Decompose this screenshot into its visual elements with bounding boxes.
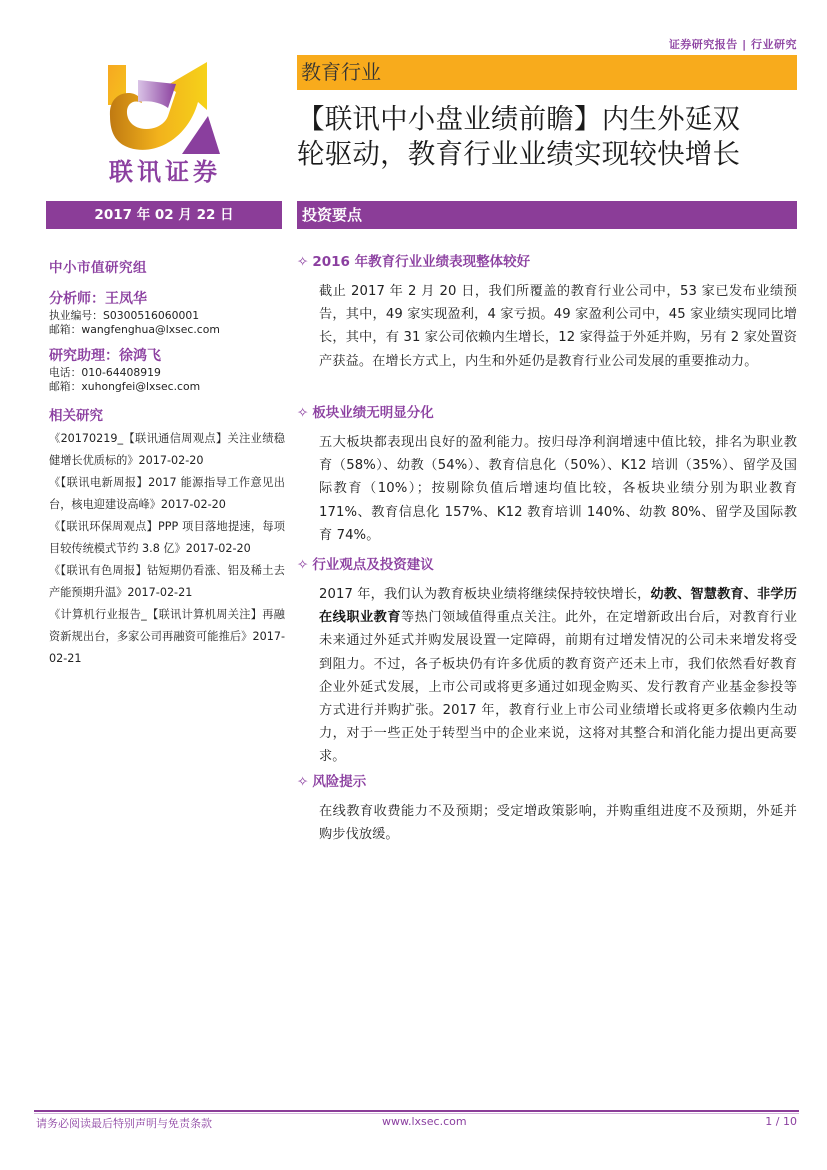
left-sidebar xyxy=(49,256,285,670)
analyst-license: 执业编号：S0300516060001 xyxy=(49,309,200,322)
report-type-label: 证券研究报告 | 行业研究 xyxy=(668,38,797,51)
section-risk-warning xyxy=(297,772,797,846)
related-research-title: 相关研究 xyxy=(49,408,103,424)
analyst-info xyxy=(49,290,285,336)
analyst-email[interactable]: 邮箱：wangfenghua@lxsec.com xyxy=(49,322,220,336)
assistant-name: 研究助理：徐鸿飞 xyxy=(49,348,161,364)
section-heading xyxy=(297,252,797,272)
section-heading xyxy=(297,772,797,792)
diamond-bullet-icon: ✧ xyxy=(297,405,309,421)
section-body: 五大板块都表现出良好的盈利能力。按归母净利润增速中值比较，排名为职业教育（58%）、幼教（54%）、教育信息化（50%）、K12 培训（35%）、留学及国际教育（10%）；按剔除负值后增速均值比较，各板块业绩分别为职业教育 171%、教育信息化 157%、K12 教育培训 140%、幼教 80%、留学及国际教育 74%。 xyxy=(319,435,797,543)
research-group-name: 中小市值研究组 xyxy=(49,260,147,276)
assistant-info xyxy=(49,347,285,393)
related-research-item[interactable]: 《20170219_【联讯通信周观点】关注业绩稳健增长优质标的》2017-02-20 xyxy=(49,432,285,467)
section-body-text: 2017 年，我们认为教育板块业绩将继续保持较快增长， xyxy=(319,587,651,602)
footer-disclaimer: 请务必阅读最后特别声明与免责条款 xyxy=(36,1117,212,1130)
related-research-item[interactable]: 《【联讯电新周报】2017 能源指导工作意见出台，核电迎建设高峰》2017-02-20 xyxy=(49,476,285,511)
section-industry-performance xyxy=(297,252,797,373)
section-title: 板块业绩无明显分化 xyxy=(312,405,434,421)
section-sector-performance xyxy=(297,403,797,547)
report-title-line1: 【联讯中小盘业绩前瞻】内生外延双 xyxy=(297,103,741,135)
footer-divider xyxy=(34,1110,799,1112)
assistant-phone: 电话：010-64408919 xyxy=(49,366,161,379)
diamond-bullet-icon: ✧ xyxy=(297,774,309,790)
section-body xyxy=(319,583,797,769)
section-body-highlight: 幼教、智慧教育、非学历在线职业教育 xyxy=(319,587,797,626)
report-date: 2017 年 02 月 22 日 xyxy=(46,201,282,229)
related-research-item[interactable]: 《计算机行业报告_【联讯计算机周关注】再融资新规出台，多家公司再融资可能推后》2017-02-21 xyxy=(49,608,285,665)
section-title: 风险提示 xyxy=(312,774,367,790)
footer-url-link[interactable]: www.lxsec.com xyxy=(382,1115,467,1128)
company-logo-icon xyxy=(100,58,230,158)
investment-points-banner xyxy=(297,201,797,229)
investment-points-title: 投资要点 xyxy=(302,206,363,224)
section-title: 2016 年教育行业业绩表现整体较好 xyxy=(312,254,531,270)
industry-label: 教育行业 xyxy=(301,60,381,84)
diamond-bullet-icon: ✧ xyxy=(297,254,309,270)
section-heading xyxy=(297,555,797,575)
report-title-line2: 轮驱动，教育行业业绩实现较快增长 xyxy=(297,138,741,170)
section-title: 行业观点及投资建议 xyxy=(312,557,434,573)
report-title xyxy=(297,102,807,172)
section-body-text: 等热门领域值得重点关注。此外，在定增新政出台后，对教育行业未来通过外延式并购发展设置一定障碍，前期有过增发情况的公司未来增发将受到阻力。不过，各子板块仍有许多优质的教育资产还未上市，我们依然看好教育企业外延式发展，上市公司或将更多通过如现金购买、发行教育产业基金参投等方式进行并购扩张。2017 年，教育行业上市公司业绩增长或将更多依赖内生动力，对于一些正处于转型当中的企业来说，这将对其整合和消化能力提出更高要求。 xyxy=(319,610,797,765)
company-logo-text: 联讯证券 xyxy=(109,158,221,186)
diamond-bullet-icon: ✧ xyxy=(297,557,309,573)
related-research-item[interactable]: 《【联讯有色周报】钴短期仍看涨、铝及稀土去产能预期升温》2017-02-21 xyxy=(49,564,285,599)
industry-banner xyxy=(297,55,797,90)
section-investment-advice xyxy=(297,555,797,769)
section-heading xyxy=(297,403,797,423)
assistant-email[interactable]: 邮箱：xuhongfei@lxsec.com xyxy=(49,379,201,393)
page-number: 1 / 10 xyxy=(765,1115,797,1128)
section-body: 截止 2017 年 2 月 20 日，我们所覆盖的教育行业公司中，53 家已发布业绩预告，其中，49 家实现盈利，4 家亏损。49 家盈利公司中，45 家业绩实现同比增长，其中，有 31 家公司依赖内生增长，12 家得益于外延并购，另有 2 家处置资产获益。在增长方式上，内生和外延仍是教育行业公司发展的重要推动力。 xyxy=(319,284,797,369)
section-body: 在线教育收费能力不及预期；受定增政策影响，并购重组进度不及预期，外延并购步伐放缓。 xyxy=(319,804,797,843)
related-research-item[interactable]: 《【联讯环保周观点】PPP 项目落地提速，每项目较传统模式节约 3.8 亿》2017-02-20 xyxy=(49,520,285,555)
analyst-name: 分析师：王凤华 xyxy=(49,291,147,307)
